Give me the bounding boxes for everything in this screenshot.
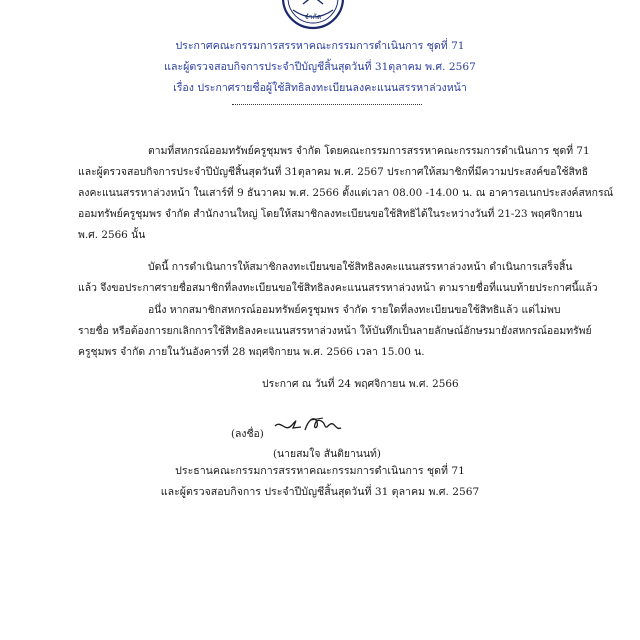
signature-label: (ลงชื่อ) (231, 428, 264, 440)
signatory-title-2: และผู้ตรวจสอบกิจการ ประจำปีบัญชีสิ้นสุดวันที่ 31 ตุลาคม พ.ศ. 2567 (160, 486, 480, 498)
announcement-date: ประกาศ ณ วันที่ 24 พฤศจิกายน พ.ศ. 2566 (262, 378, 459, 390)
para2-line-1: บัดนี้ การดำเนินการให้สมาชิกลงทะเบียนขอใช้สิทธิลงคะแนนสรรหาล่วงหน้า ดำเนินการเสร็จสิ้น (148, 261, 573, 273)
handwritten-signature (271, 410, 355, 440)
header-subject: เรื่อง ประกาศรายชื่อผู้ใช้สิทธิลงทะเบียนลงคะแนนสรรหาล่วงหน้า (173, 82, 467, 94)
para2-line-2: แล้ว จึงขอประกาศรายชื่อสมาชิกที่ลงทะเบียนขอใช้สิทธิลงคะแนนสรรหาล่วงหน้า ตามรายชื่อที่แนบท้ายประกาศนี้แล้ว (78, 282, 598, 294)
para3-line-2: รายชื่อ หรือต้องการยกเลิกการใช้สิทธิลงคะแนนสรรหาล่วงหน้า ให้บันทึกเป็นลายลักษณ์อักษรมายังสหกรณ์ออมทรัพย์ (78, 325, 592, 337)
para1-line-1: ตามที่สหกรณ์ออมทรัพย์ครูชุมพร จำกัด โดยคณะกรรมการสรรหาคณะกรรมการดำเนินการ ชุดที่ 71 (148, 145, 590, 157)
signatory-title-1: ประธานคณะกรรมการสรรหาคณะกรรมการดำเนินการ ชุดที่ 71 (175, 465, 465, 477)
header-divider (232, 104, 422, 105)
para1-line-2: และผู้ตรวจสอบกิจการประจำปีบัญชีสิ้นสุดวันที่ 31ตุลาคม พ.ศ. 2567 ประกาศให้สมาชิกที่มีความประสงค์ขอใช้สิทธิ (78, 166, 589, 178)
para3-line-3: ครูชุมพร จำกัด ภายในวันอังคารที่ 28 พฤศจิกายน พ.ศ. 2566 เวลา 15.00 น. (78, 346, 425, 358)
para1-line-4: ออมทรัพย์ครูชุมพร จำกัด สำนักงานใหญ่ โดยให้สมาชิกลงทะเบียนขอใช้สิทธิได้ในระหว่างวันที่ 21-23 พฤศจิกายน (78, 208, 583, 220)
header-line-2: และผู้ตรวจสอบกิจการประจำปีบัญชีสิ้นสุดวันที่ 31ตุลาคม พ.ศ. 2567 (164, 61, 476, 73)
para3-line-1: อนึ่ง หากสมาชิกสหกรณ์ออมทรัพย์ครูชุมพร จำกัด รายใดที่ลงทะเบียนขอใช้สิทธิแล้ว แต่ไม่พบ (148, 304, 561, 316)
header-line-1: ประกาศคณะกรรมการสรรหาคณะกรรมการดำเนินการ ชุดที่ 71 (175, 40, 465, 52)
seal-text: จำกัด (304, 13, 322, 21)
para1-line-3: ลงคะแนนสรรหาล่วงหน้า ในเสาร์ที่ 9 ธันวาคม พ.ศ. 2566 ตั้งแต่เวลา 08.00 -14.00 น. ณ อาคารอเนกประสงค์สหกรณ์ (78, 187, 614, 199)
cooperative-seal-icon (281, 0, 345, 30)
para1-line-5: พ.ศ. 2566 นั้น (78, 229, 146, 241)
signatory-name: (นายสมใจ สันติยานนท์) (273, 448, 381, 460)
